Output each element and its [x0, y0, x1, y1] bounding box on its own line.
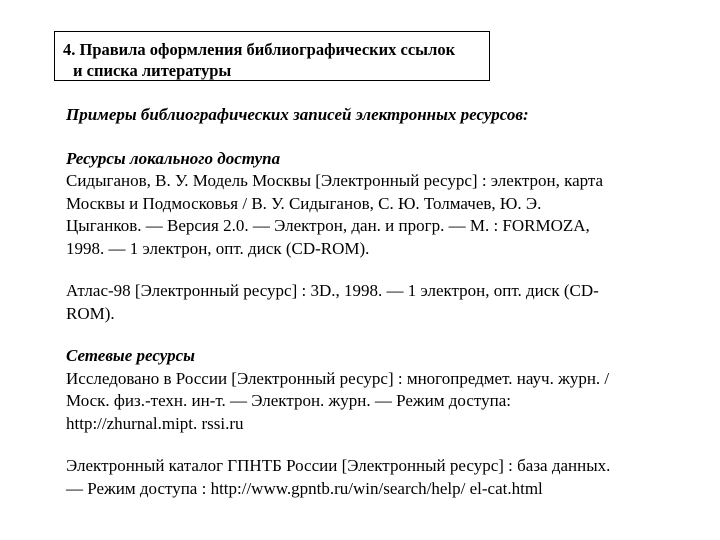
spacer — [66, 325, 666, 345]
local-resources-heading: Ресурсы локального доступа — [66, 148, 281, 168]
entry-line: Москвы и Подмосковья / В. У. Сидыганов, С. Ю. Толмачев, Ю. Э. — [66, 193, 542, 213]
spacer — [66, 260, 666, 280]
examples-subtitle: Примеры библиографических записей электронных ресурсов: — [66, 105, 529, 124]
local-entry-1 — [66, 170, 666, 215]
entry-line: Моск. физ.-техн. ин-т. — Электрон. журн. — Режим доступа: — [66, 391, 511, 410]
network-entry-1 — [66, 368, 666, 436]
entry-line: — Режим доступа : http://www.gpntb.ru/win/search/help/ el-cat.html — [66, 478, 543, 498]
section-title-box — [54, 31, 490, 81]
section-title-line-1: 4. Правила оформления библиографических ссылок — [63, 40, 456, 59]
network-entry-2 — [66, 455, 666, 500]
local-entry-2 — [66, 215, 666, 260]
entry-line: Сидыганов, В. У. Модель Москвы [Электронный ресурс] : электрон, карта — [66, 171, 604, 190]
entry-line: http://zhurnal.mipt. rssi.ru — [66, 413, 244, 433]
entry-line: Исследовано в России [Электронный ресурс] : многопредмет. науч. журн. / — [66, 368, 610, 388]
section-title-line-2: и списка литературы — [73, 61, 232, 80]
entry-line: Атлас-98 [Электронный ресурс] : 3D., 1998. — 1 электрон, опт. диск (CD- — [66, 281, 599, 300]
entry-line: Электронный каталог ГПНТБ России [Электронный ресурс] : база данных. — [66, 456, 611, 475]
network-resources-heading: Сетевые ресурсы — [66, 346, 195, 365]
local-entry-3 — [66, 280, 666, 325]
spacer — [66, 435, 666, 455]
examples-content — [66, 104, 666, 500]
entry-line: ROM). — [66, 303, 115, 323]
entry-line: Цыганков. — Версия 2.0. — Электрон, дан. и прогр. — М. : FORMOZA, — [66, 216, 590, 235]
entry-line: 1998. — 1 электрон, опт. диск (CD-ROM). — [66, 238, 370, 258]
